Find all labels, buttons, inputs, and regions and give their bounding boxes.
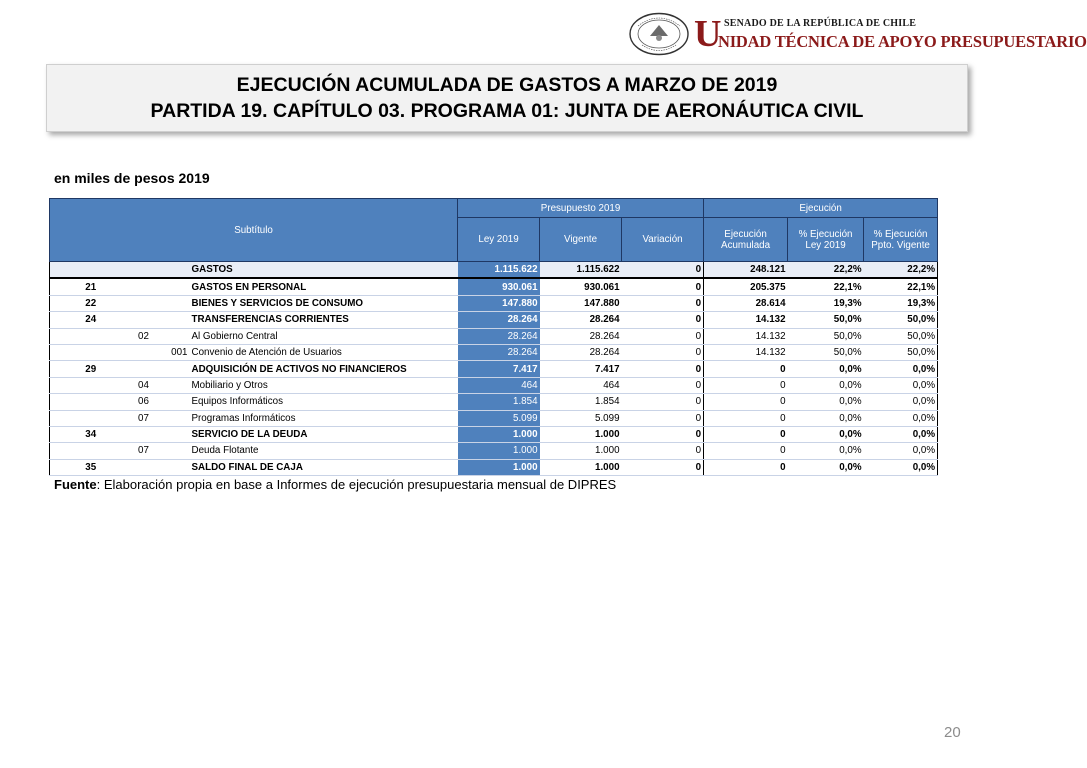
item-cell	[132, 344, 156, 360]
variacion-cell: 0	[622, 459, 704, 475]
ejecucion-cell: 0	[704, 394, 788, 410]
pct-vigente-cell: 22,1%	[864, 278, 938, 295]
budget-table-body	[50, 262, 938, 476]
header-pct-ley	[788, 218, 864, 262]
subtitulo-cell	[50, 394, 132, 410]
concept-cell: Deuda Flotante	[190, 443, 458, 459]
ejecucion-cell: 14.132	[704, 328, 788, 344]
header-subtitulo: Subtítulo	[50, 199, 458, 262]
brand-unit-line: NIDAD TÉCNICA DE APOYO PRESUPUESTARIO	[718, 32, 1087, 51]
header-variacion: Variación	[622, 218, 704, 262]
ley-cell: 930.061	[458, 278, 540, 295]
pct-vigente-cell: 0,0%	[864, 394, 938, 410]
asignacion-cell	[156, 262, 190, 279]
subtitulo-cell: 35	[50, 459, 132, 475]
concept-cell: SALDO FINAL DE CAJA	[190, 459, 458, 475]
ejecucion-cell: 0	[704, 410, 788, 426]
pct-ley-cell: 19,3%	[788, 295, 864, 311]
concept-cell: Programas Informáticos	[190, 410, 458, 426]
brand-initial: U	[694, 13, 722, 55]
pct-vigente-cell: 0,0%	[864, 361, 938, 377]
pct-vigente-cell: 0,0%	[864, 410, 938, 426]
pct-ley-cell: 50,0%	[788, 312, 864, 328]
pct-ley-cell: 22,2%	[788, 262, 864, 279]
ejecucion-cell: 0	[704, 459, 788, 475]
variacion-cell: 0	[622, 361, 704, 377]
vigente-cell: 28.264	[540, 328, 622, 344]
brand-senate-line: SENADO DE LA REPÚBLICA DE CHILE	[724, 18, 917, 29]
ley-cell: 464	[458, 377, 540, 393]
concept-cell: Mobiliario y Otros	[190, 377, 458, 393]
pct-vigente-cell: 0,0%	[864, 459, 938, 475]
table-row	[50, 328, 938, 344]
variacion-cell: 0	[622, 278, 704, 295]
pct-vigente-cell: 0,0%	[864, 377, 938, 393]
ejecucion-cell: 0	[704, 426, 788, 442]
ley-cell: 1.854	[458, 394, 540, 410]
variacion-cell: 0	[622, 410, 704, 426]
table-row	[50, 443, 938, 459]
variacion-cell: 0	[622, 426, 704, 442]
subtitulo-cell	[50, 410, 132, 426]
ley-cell: 147.880	[458, 295, 540, 311]
variacion-cell: 0	[622, 443, 704, 459]
ejecucion-cell: 248.121	[704, 262, 788, 279]
variacion-cell: 0	[622, 312, 704, 328]
header-ley: Ley 2019	[458, 218, 540, 262]
slide-title-box	[46, 64, 968, 132]
table-row	[50, 410, 938, 426]
pct-vigente-cell: 0,0%	[864, 443, 938, 459]
asignacion-cell	[156, 394, 190, 410]
asignacion-cell	[156, 278, 190, 295]
item-cell	[132, 278, 156, 295]
pct-ley-cell: 0,0%	[788, 459, 864, 475]
vigente-cell: 1.854	[540, 394, 622, 410]
pct-ley-cell: 0,0%	[788, 377, 864, 393]
subtitulo-cell	[50, 377, 132, 393]
subtitulo-cell: 29	[50, 361, 132, 377]
pct-ley-cell: 0,0%	[788, 410, 864, 426]
subtitulo-cell: 22	[50, 295, 132, 311]
header-pct-vigente	[864, 218, 938, 262]
variacion-cell: 0	[622, 262, 704, 279]
pct-vigente-cell: 50,0%	[864, 312, 938, 328]
concept-cell: Equipos Informáticos	[190, 394, 458, 410]
slide-title-line-1: EJECUCIÓN ACUMULADA DE GASTOS A MARZO DE 2019	[236, 74, 778, 96]
source-label: Fuente	[54, 477, 97, 492]
header-ejecucion-acumulada-l1: Ejecución	[724, 228, 767, 240]
pct-vigente-cell: 50,0%	[864, 328, 938, 344]
variacion-cell: 0	[622, 295, 704, 311]
item-cell	[132, 312, 156, 328]
ejecucion-cell: 205.375	[704, 278, 788, 295]
item-cell: 06	[132, 394, 156, 410]
asignacion-cell	[156, 459, 190, 475]
vigente-cell: 930.061	[540, 278, 622, 295]
subtitulo-cell	[50, 443, 132, 459]
item-cell	[132, 361, 156, 377]
header-vigente: Vigente	[540, 218, 622, 262]
header-pct-vigente-l2: Ppto. Vigente	[871, 239, 930, 251]
asignacion-cell: 001	[156, 344, 190, 360]
vigente-cell: 147.880	[540, 295, 622, 311]
table-row	[50, 426, 938, 442]
ejecucion-cell: 28.614	[704, 295, 788, 311]
ley-cell: 5.099	[458, 410, 540, 426]
subtitulo-cell: 24	[50, 312, 132, 328]
source-text: : Elaboración propia en base a Informes de ejecución presupuestaria mensual de DIPRES	[96, 477, 617, 492]
ley-cell: 7.417	[458, 361, 540, 377]
item-cell: 07	[132, 410, 156, 426]
vigente-cell: 5.099	[540, 410, 622, 426]
asignacion-cell	[156, 312, 190, 328]
table-row	[50, 361, 938, 377]
concept-cell: SERVICIO DE LA DEUDA	[190, 426, 458, 442]
header-ejecucion: Ejecución	[704, 199, 938, 218]
pct-ley-cell: 0,0%	[788, 443, 864, 459]
vigente-cell: 1.000	[540, 443, 622, 459]
pct-ley-cell: 0,0%	[788, 394, 864, 410]
asignacion-cell	[156, 295, 190, 311]
slide-title-line-2: PARTIDA 19. CAPÍTULO 03. PROGRAMA 01: JUNTA DE AERONÁUTICA CIVIL	[150, 100, 864, 122]
units-subtitle: en miles de pesos 2019	[54, 170, 210, 186]
ejecucion-cell: 0	[704, 361, 788, 377]
pct-vigente-cell: 22,2%	[864, 262, 938, 279]
item-cell	[132, 295, 156, 311]
asignacion-cell	[156, 377, 190, 393]
concept-cell: TRANSFERENCIAS CORRIENTES	[190, 312, 458, 328]
pct-ley-cell: 50,0%	[788, 328, 864, 344]
concept-cell: GASTOS	[190, 262, 458, 279]
ejecucion-cell: 14.132	[704, 312, 788, 328]
header-pct-ley-l1: % Ejecución	[798, 228, 853, 240]
pct-ley-cell: 22,1%	[788, 278, 864, 295]
asignacion-cell	[156, 443, 190, 459]
pct-vigente-cell: 50,0%	[864, 344, 938, 360]
ley-cell: 1.115.622	[458, 262, 540, 279]
vigente-cell: 28.264	[540, 312, 622, 328]
asignacion-cell	[156, 361, 190, 377]
ley-cell: 28.264	[458, 312, 540, 328]
header-pct-vigente-l1: % Ejecución	[873, 228, 928, 240]
table-row	[50, 394, 938, 410]
concept-cell: Al Gobierno Central	[190, 328, 458, 344]
vigente-cell: 1.000	[540, 459, 622, 475]
ley-cell: 28.264	[458, 328, 540, 344]
table-row	[50, 312, 938, 328]
page-number: 20	[944, 724, 961, 741]
ejecucion-cell: 14.132	[704, 344, 788, 360]
variacion-cell: 0	[622, 344, 704, 360]
concept-cell: GASTOS EN PERSONAL	[190, 278, 458, 295]
variacion-cell: 0	[622, 328, 704, 344]
ejecucion-cell: 0	[704, 377, 788, 393]
ley-cell: 1.000	[458, 459, 540, 475]
item-cell	[132, 426, 156, 442]
ley-cell: 1.000	[458, 443, 540, 459]
variacion-cell: 0	[622, 377, 704, 393]
senate-seal-logo	[628, 12, 690, 56]
subtitulo-cell: 34	[50, 426, 132, 442]
concept-cell: BIENES Y SERVICIOS DE CONSUMO	[190, 295, 458, 311]
vigente-cell: 1.000	[540, 426, 622, 442]
asignacion-cell	[156, 426, 190, 442]
item-cell: 02	[132, 328, 156, 344]
table-row	[50, 278, 938, 295]
pct-ley-cell: 0,0%	[788, 361, 864, 377]
vigente-cell: 28.264	[540, 344, 622, 360]
table-row	[50, 459, 938, 475]
table-row	[50, 344, 938, 360]
concept-cell: ADQUISICIÓN DE ACTIVOS NO FINANCIEROS	[190, 361, 458, 377]
header-ejecucion-acumulada-l2: Acumulada	[721, 239, 771, 251]
budget-table	[49, 198, 938, 476]
pct-ley-cell: 50,0%	[788, 344, 864, 360]
header-presupuesto: Presupuesto 2019	[458, 199, 704, 218]
subtitulo-cell: 21	[50, 278, 132, 295]
vigente-cell: 1.115.622	[540, 262, 622, 279]
asignacion-cell	[156, 410, 190, 426]
concept-cell: Convenio de Atención de Usuarios	[190, 344, 458, 360]
ley-cell: 1.000	[458, 426, 540, 442]
pct-vigente-cell: 19,3%	[864, 295, 938, 311]
table-row	[50, 262, 938, 279]
header-pct-ley-l2: Ley 2019	[805, 239, 846, 251]
ejecucion-cell: 0	[704, 443, 788, 459]
variacion-cell: 0	[622, 394, 704, 410]
source-note	[54, 477, 616, 492]
subtitulo-cell	[50, 344, 132, 360]
subtitulo-cell	[50, 262, 132, 279]
item-cell: 04	[132, 377, 156, 393]
header-ejecucion-acumulada	[704, 218, 788, 262]
ley-cell: 28.264	[458, 344, 540, 360]
table-row	[50, 295, 938, 311]
table-row	[50, 377, 938, 393]
vigente-cell: 7.417	[540, 361, 622, 377]
subtitulo-cell	[50, 328, 132, 344]
item-cell	[132, 459, 156, 475]
pct-vigente-cell: 0,0%	[864, 426, 938, 442]
asignacion-cell	[156, 328, 190, 344]
item-cell: 07	[132, 443, 156, 459]
item-cell	[132, 262, 156, 279]
pct-ley-cell: 0,0%	[788, 426, 864, 442]
vigente-cell: 464	[540, 377, 622, 393]
